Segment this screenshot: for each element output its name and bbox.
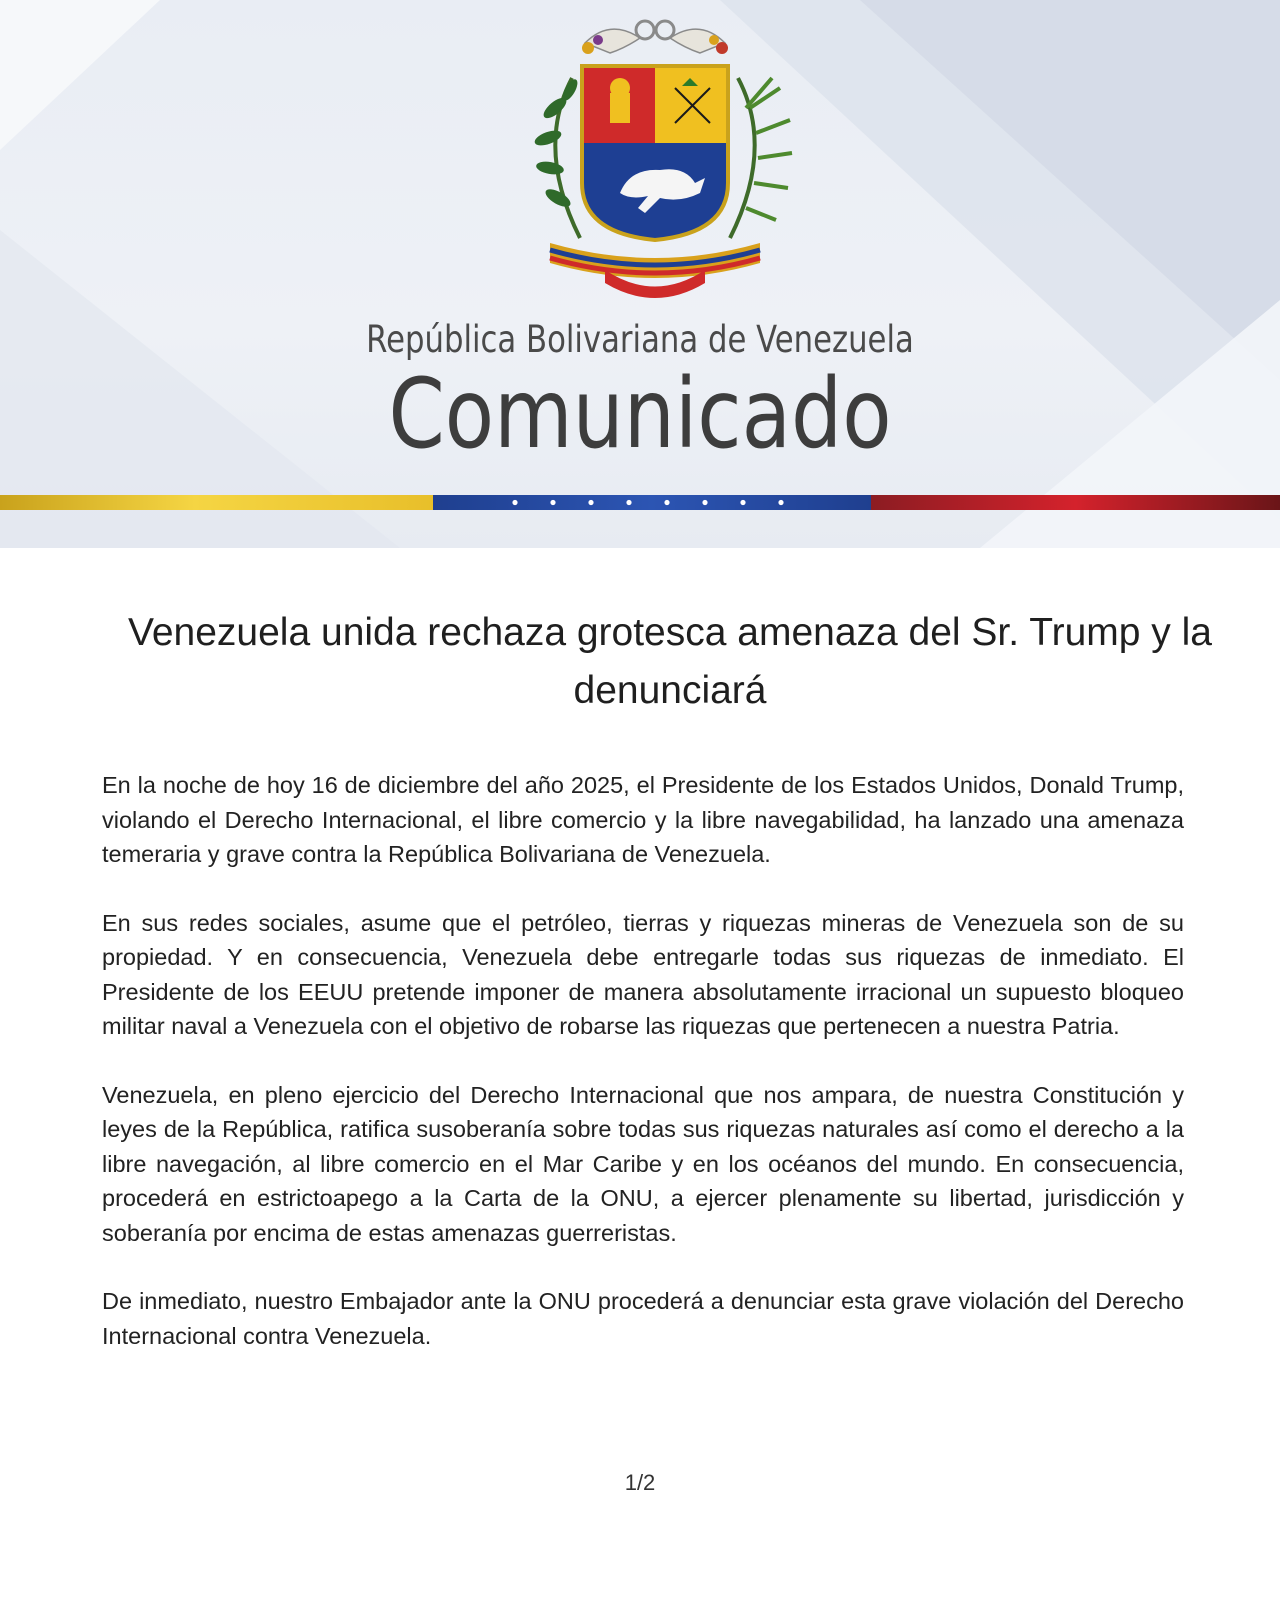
paragraph: En la noche de hoy 16 de diciembre del año 2025, el Presidente de los Estados Unidos, Donald Trump, violando el Derecho Internacional, el libre comercio y la libre navegabilidad, ha lanzado una amenaza temeraria y grave contra la República Bolivariana de Venezuela.	[102, 772, 1184, 867]
page-number: 1/2	[624, 1470, 656, 1495]
statement-body	[102, 768, 1184, 1387]
flag-stripe-red	[871, 495, 1280, 510]
flag-stripe	[0, 495, 1280, 510]
paragraph: De inmediato, nuestro Embajador ante la ONU procederá a denunciar esta grave violación del Derecho Internacional contra Venezuela.	[102, 1288, 1184, 1349]
government-name: República Bolivariana de Venezuela	[366, 318, 914, 361]
flag-stripe-yellow	[0, 495, 433, 510]
star-icons	[433, 495, 871, 510]
flag-stripe-blue	[433, 495, 871, 510]
venezuela-coat-of-arms-icon	[510, 8, 800, 308]
statement-title: Venezuela unida rechaza grotesca amenaza del Sr. Trump y la denunciará	[128, 611, 1212, 712]
document-type-heading: Comunicado	[388, 358, 892, 470]
paragraph: Venezuela, en pleno ejercicio del Derecho Internacional que nos ampara, de nuestra Constitución y leyes de la República, ratifica susoberanía sobre todas sus riquezas naturales así como el derecho a la libre navegación, al libre comercio en el Mar Caribe y en los océanos del mundo. En consecuencia, procederá en estrictoapego a la Carta de la ONU, a ejercer plenamente su libertad, jurisdicción y soberanía por encima de estas amenazas guerreristas.	[102, 1081, 1184, 1246]
letterhead	[0, 0, 1280, 548]
paragraph: En sus redes sociales, asume que el petróleo, tierras y riquezas mineras de Venezuela son de su propiedad. Y en consecuencia, Venezuela debe entregarle todas sus riquezas de inmediato. El Presidente de los EEUU pretende imponer de manera absolutamente irracional un supuesto bloqueo militar naval a Venezuela con el objetivo de robarse las riquezas que pertenecen a nuestra Patria.	[102, 909, 1184, 1039]
